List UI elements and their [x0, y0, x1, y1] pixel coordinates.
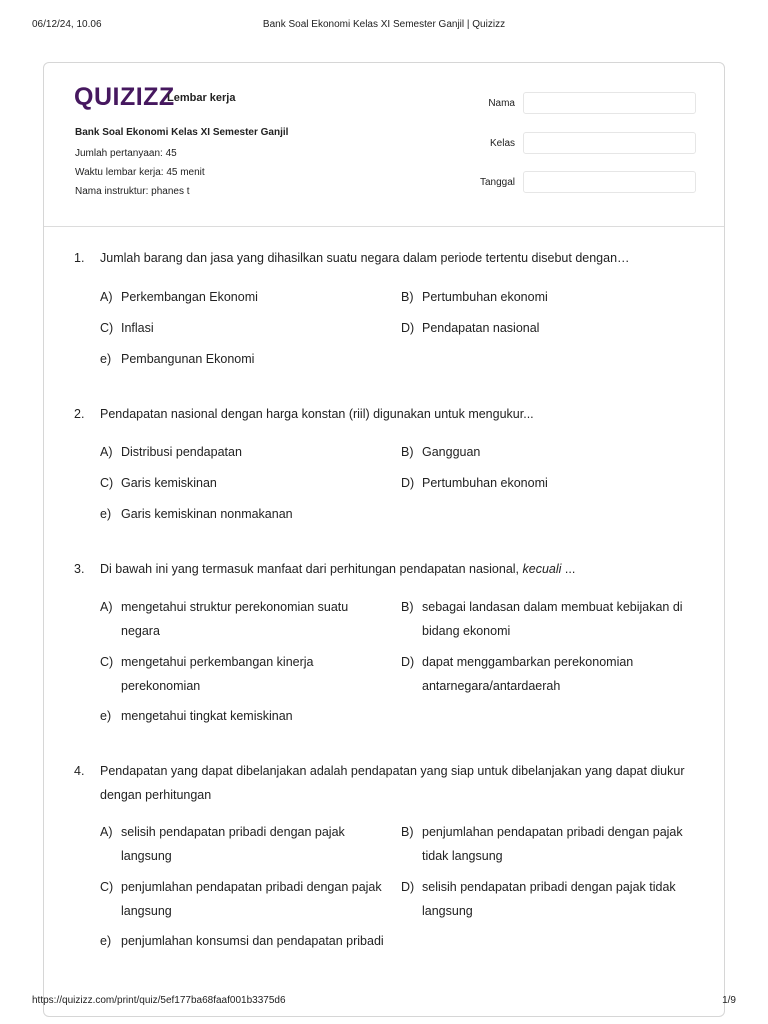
option-a — [100, 820, 390, 868]
name-label: Nama — [488, 98, 515, 109]
option-e — [100, 929, 400, 953]
option-c — [100, 316, 400, 340]
class-label: Kelas — [489, 138, 515, 149]
option-text: sebagai landasan dalam membuat kebijakan di bidang ekonomi — [422, 600, 683, 638]
option-text: mengetahui perkembangan kinerja perekonomian — [121, 655, 314, 693]
option-letter: A) — [100, 290, 113, 304]
option-letter: C) — [100, 321, 114, 335]
option-a — [100, 440, 400, 464]
sheet-label: Lembar kerja — [167, 92, 236, 104]
quizizz-logo: QUIZIZZ — [74, 83, 175, 111]
option-letter: B) — [401, 825, 414, 839]
print-page-title: Bank Soal Ekonomi Kelas XI Semester Ganjil | Quizizz — [262, 19, 506, 30]
option-text: selisih pendapatan pribadi dengan pajak langsung — [121, 825, 345, 863]
option-text: penjumlahan konsumsi dan pendapatan pribadi — [121, 934, 384, 948]
option-letter: e) — [100, 934, 112, 948]
quiz-title: Bank Soal Ekonomi Kelas XI Semester Ganjil — [75, 127, 289, 138]
question-number: 3. — [74, 562, 85, 576]
question-text: Di bawah ini yang termasuk manfaat dari perhitungan pendapatan nasional, kecuali ... — [100, 562, 576, 576]
option-letter: D) — [401, 476, 415, 490]
option-text: Inflasi — [121, 321, 154, 335]
option-text: Pendapatan nasional — [422, 321, 540, 335]
option-letter: C) — [100, 476, 114, 490]
option-c — [100, 875, 398, 923]
question-number: 4. — [74, 764, 85, 778]
date-field[interactable] — [523, 171, 696, 193]
option-a — [100, 285, 400, 309]
option-b — [401, 820, 701, 868]
option-text: Pembangunan Ekonomi — [121, 352, 255, 366]
print-url: https://quizizz.com/print/quiz/5ef177ba68faaf001b3375d6 — [32, 995, 286, 1006]
instructor-name: Nama instruktur: phanes t — [75, 186, 190, 197]
option-d — [401, 875, 701, 923]
question-text: Pendapatan nasional dengan harga konstan (riil) digunakan untuk mengukur... — [100, 407, 534, 421]
emphasis-text: kecuali — [522, 562, 562, 576]
question-text: Pendapatan yang dapat dibelanjakan adalah pendapatan yang siap untuk dibelanjakan yang dapat diukur dengan perhitungan — [100, 764, 685, 802]
option-text: Pertumbuhan ekonomi — [422, 476, 548, 490]
option-a — [100, 595, 390, 643]
worksheet-card — [43, 62, 725, 1017]
option-letter: B) — [401, 290, 414, 304]
question-count: Jumlah pertanyaan: 45 — [75, 148, 177, 159]
class-field[interactable] — [523, 132, 696, 154]
option-text: Gangguan — [422, 445, 481, 459]
option-letter: D) — [401, 655, 415, 669]
option-c — [100, 650, 390, 698]
question-number: 2. — [74, 407, 85, 421]
option-e — [100, 704, 400, 728]
option-letter: C) — [100, 655, 114, 669]
date-label: Tanggal — [479, 177, 515, 188]
option-letter: e) — [100, 352, 112, 366]
option-letter: A) — [100, 445, 113, 459]
print-header — [32, 19, 736, 33]
option-text: Pertumbuhan ekonomi — [422, 290, 548, 304]
question-number: 1. — [74, 251, 85, 265]
option-letter: C) — [100, 880, 114, 894]
option-letter: B) — [401, 600, 414, 614]
option-d — [401, 471, 701, 495]
option-e — [100, 347, 400, 371]
option-text: selisih pendapatan pribadi dengan pajak tidak langsung — [422, 880, 676, 918]
option-text: Garis kemiskinan — [121, 476, 217, 490]
option-text: Distribusi pendapatan — [121, 445, 242, 459]
option-letter: D) — [401, 880, 415, 894]
question-text: Jumlah barang dan jasa yang dihasilkan suatu negara dalam periode tertentu disebut dengan… — [100, 251, 630, 265]
page-number: 1/9 — [722, 995, 736, 1006]
name-field[interactable] — [523, 92, 696, 114]
option-text: mengetahui tingkat kemiskinan — [121, 709, 293, 723]
option-letter: D) — [401, 321, 415, 335]
option-letter: e) — [100, 507, 112, 521]
option-b — [401, 440, 701, 464]
option-text: Garis kemiskinan nonmakanan — [121, 507, 293, 521]
option-b — [401, 595, 701, 643]
option-c — [100, 471, 400, 495]
option-letter: A) — [100, 600, 113, 614]
option-letter: e) — [100, 709, 112, 723]
option-text: Perkembangan Ekonomi — [121, 290, 258, 304]
option-d — [401, 316, 701, 340]
option-b — [401, 285, 701, 309]
option-letter: B) — [401, 445, 414, 459]
worksheet-header — [44, 63, 724, 227]
worksheet-duration: Waktu lembar kerja: 45 menit — [75, 167, 205, 178]
option-letter: A) — [100, 825, 113, 839]
option-d — [401, 650, 701, 698]
print-datetime: 06/12/24, 10.06 — [32, 19, 102, 30]
option-text: mengetahui struktur perekonomian suatu negara — [121, 600, 349, 638]
option-text: penjumlahan pendapatan pribadi dengan pajak tidak langsung — [422, 825, 683, 863]
option-e — [100, 502, 400, 526]
option-text: dapat menggambarkan perekonomian antarnegara/antardaerah — [422, 655, 634, 693]
option-text: penjumlahan pendapatan pribadi dengan pajak langsung — [121, 880, 382, 918]
